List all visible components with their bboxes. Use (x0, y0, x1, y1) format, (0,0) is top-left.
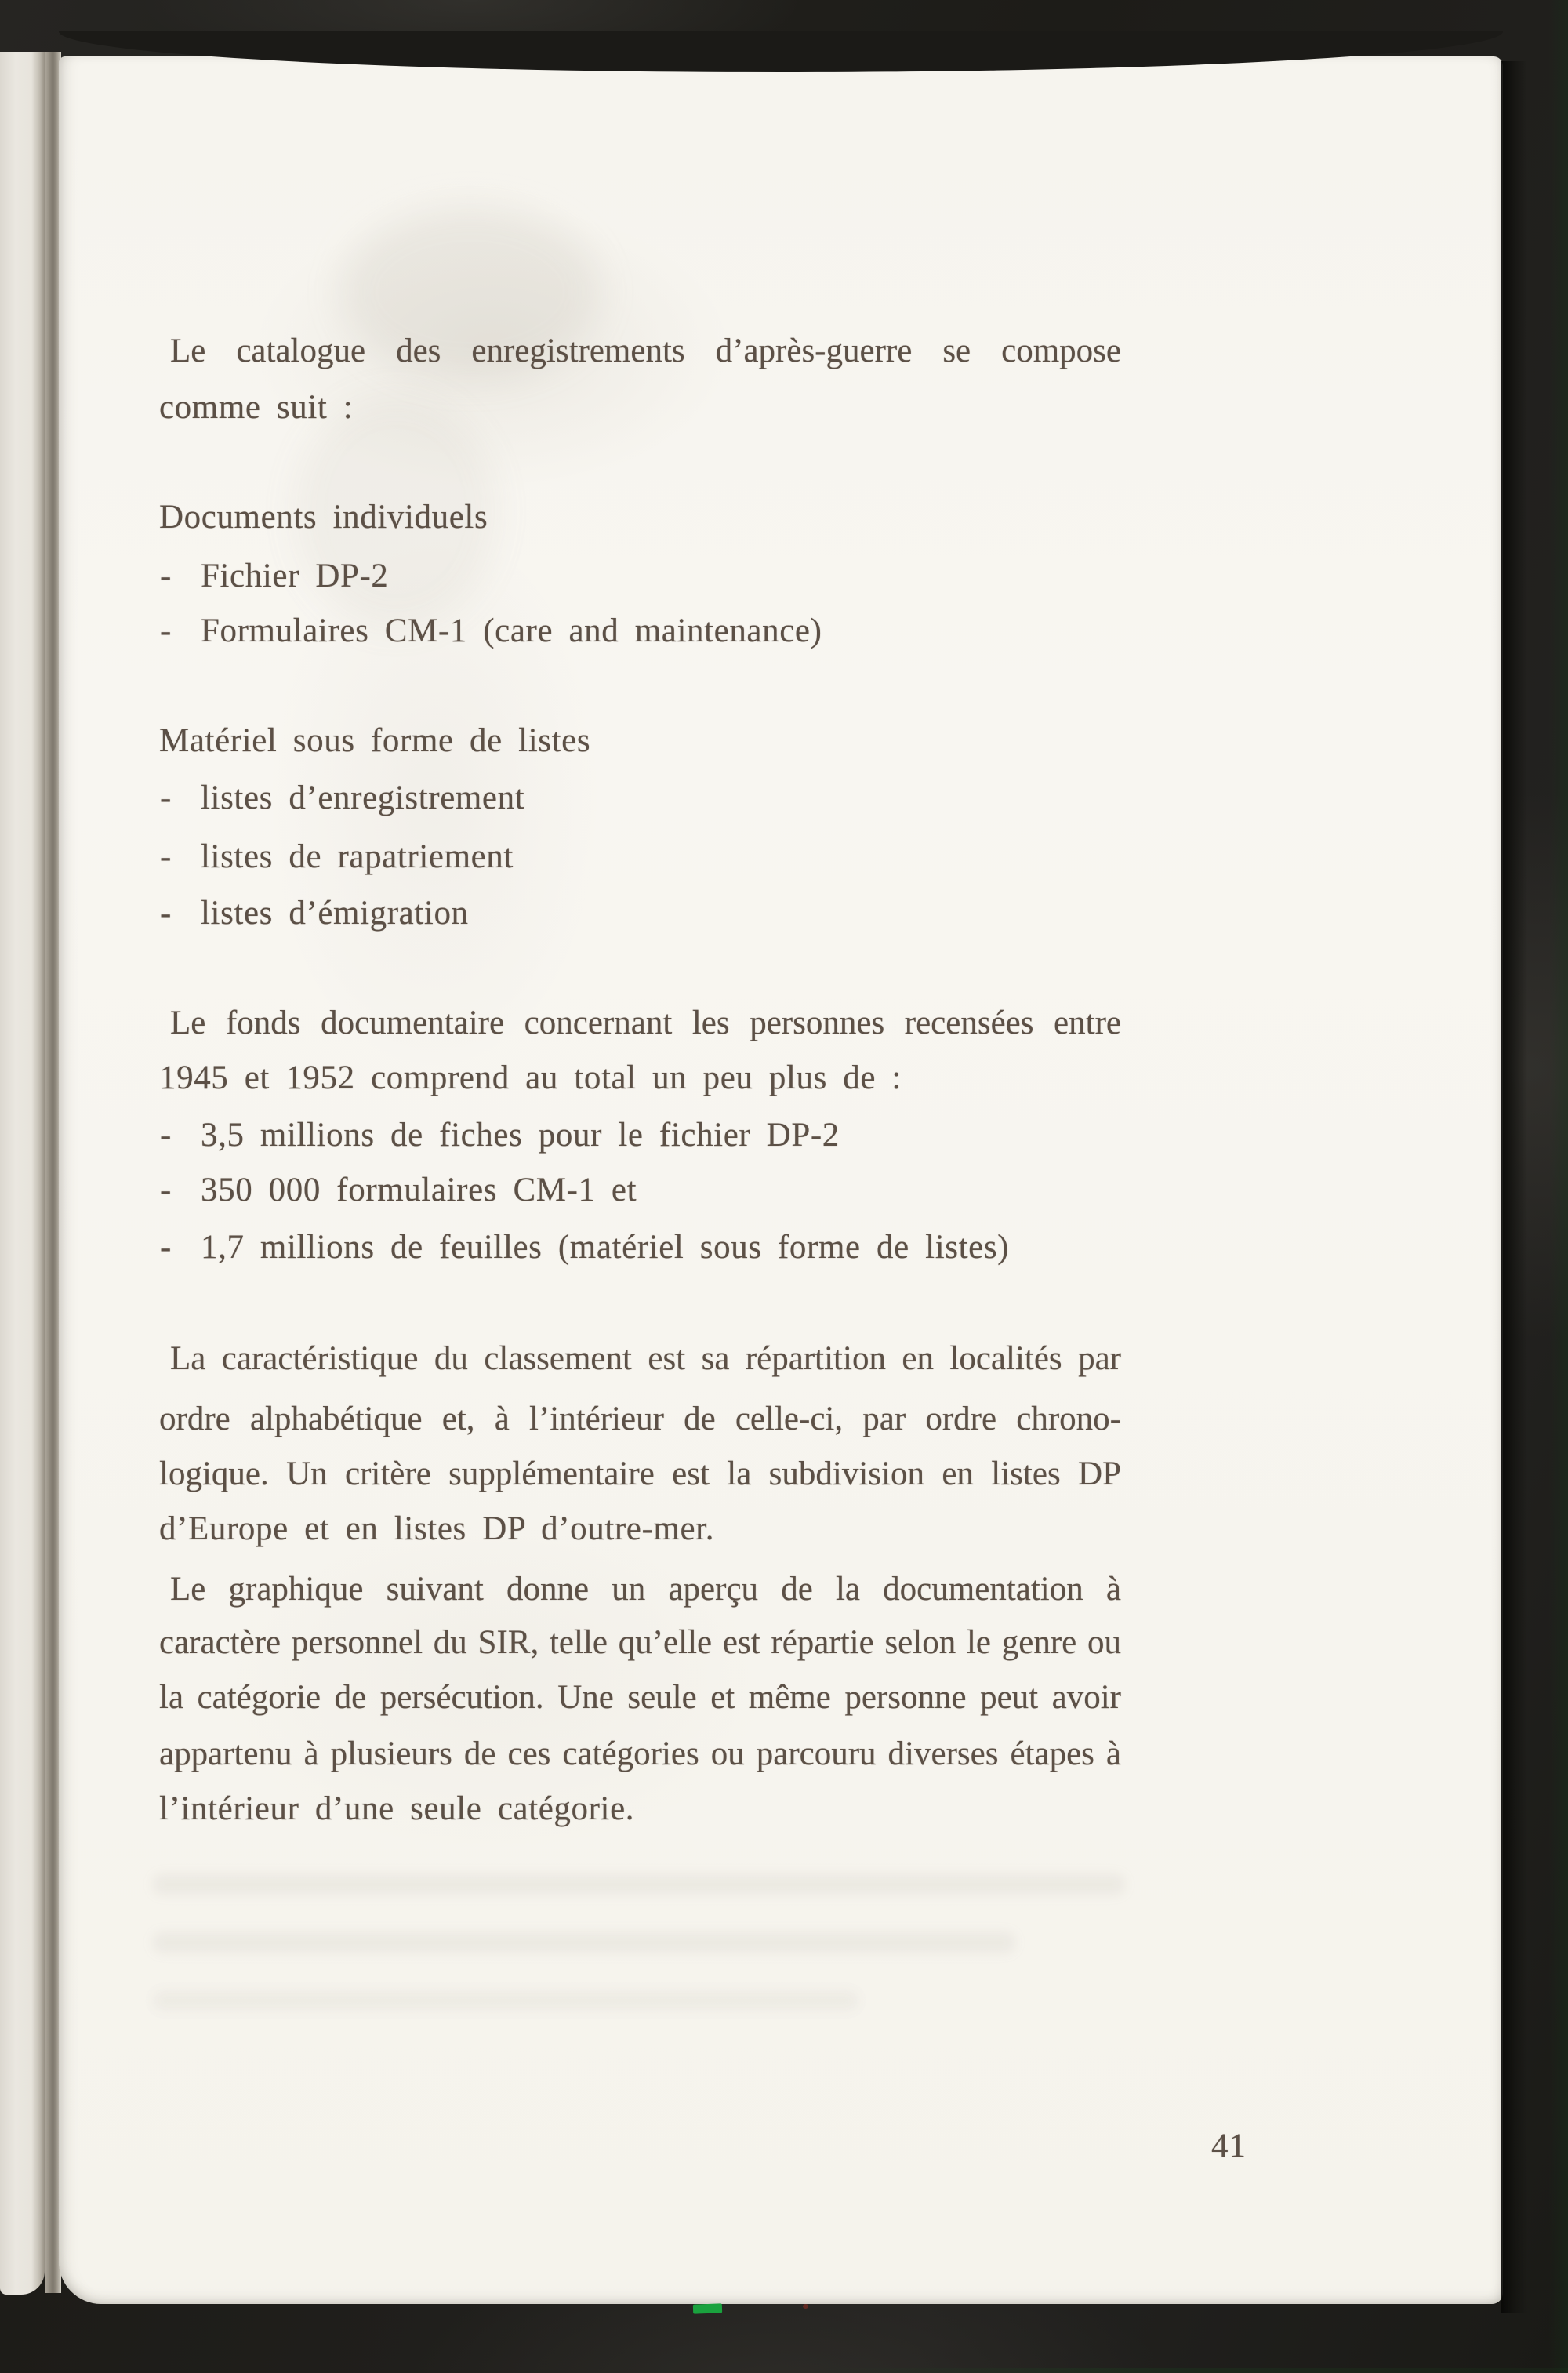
list-item (160, 1219, 1009, 1276)
list-item (160, 548, 389, 605)
text-line: 1945 et 1952 comprend au total un peu plus de : (159, 1059, 902, 1096)
list-item-label: 1,7 millions de feuilles (matériel sous forme de listes) (201, 1229, 1010, 1266)
text-line: l’intérieur d’une seule catégorie. (159, 1790, 635, 1827)
book-page (59, 56, 1503, 2304)
list-item (160, 829, 514, 885)
text-line: logique. Un critère supplémentaire est la subdivision en listes DP (159, 1455, 1121, 1492)
list-item-label: listes d’émigration (201, 895, 469, 932)
text-line: Le graphique suivant donne un aperçu de la documentation à (170, 1571, 1121, 1608)
bleedthrough-ghost (153, 1874, 1125, 1895)
bleedthrough-ghost (153, 1990, 858, 2011)
text-line: ordre alphabétique et, à l’intérieur de celle-ci, par ordre chrono- (159, 1401, 1121, 1437)
page-number: 41 (1211, 2128, 1247, 2164)
list-item (160, 1107, 840, 1164)
section-heading: Matériel sous forme de listes (159, 722, 591, 759)
text-line: d’Europe et en listes DP d’outre-mer. (159, 1510, 715, 1547)
list-item (160, 885, 469, 942)
text-line: caractère personnel du SIR, telle qu’elle est répartie selon le genre ou (159, 1624, 1121, 1661)
text-line: La caractéristique du classement est sa répartition en localités par (170, 1340, 1121, 1377)
list-item (160, 1162, 637, 1219)
list-item-label: listes d’enregistrement (201, 779, 525, 816)
text-line: la catégorie de persécution. Une seule et même personne peut avoir (159, 1679, 1121, 1716)
bullet-dash: - (160, 1229, 172, 1266)
red-speck-artifact (803, 2304, 808, 2309)
text-line: Le catalogue des enregistrements d’après-guerre se compose (170, 333, 1121, 369)
text-line: comme suit : (159, 389, 354, 426)
page-edge-shadow (1501, 61, 1527, 2313)
list-item-label: listes de rapatriement (201, 838, 514, 875)
text-line: appartenu à plusieurs de ces catégories ou parcouru diverses étapes à (159, 1735, 1121, 1772)
green-mark-artifact (693, 2303, 722, 2313)
previous-page-edge (0, 52, 45, 2295)
bleedthrough-ghost (153, 1932, 1015, 1953)
section-heading: Documents individuels (159, 499, 488, 536)
bullet-dash: - (160, 779, 172, 816)
list-item (160, 603, 822, 660)
bullet-dash: - (160, 558, 172, 594)
list-item (160, 770, 524, 827)
list-item-label: Fichier DP-2 (201, 558, 389, 594)
scan-edge-tint (1549, 0, 1568, 2373)
scan-edge-tint (800, 2368, 1568, 2373)
bullet-dash: - (160, 612, 172, 649)
bullet-dash: - (160, 838, 172, 875)
list-item-label: Formulaires CM-1 (care and maintenance) (201, 612, 822, 649)
bullet-dash: - (160, 1172, 172, 1208)
list-item-label: 3,5 millions de fiches pour le fichier DP-2 (201, 1117, 840, 1154)
bullet-dash: - (160, 895, 172, 932)
text-line: Le fonds documentaire concernant les personnes recensées entre (170, 1005, 1121, 1041)
list-item-label: 350 000 formulaires CM-1 et (201, 1172, 637, 1208)
bullet-dash: - (160, 1117, 172, 1154)
